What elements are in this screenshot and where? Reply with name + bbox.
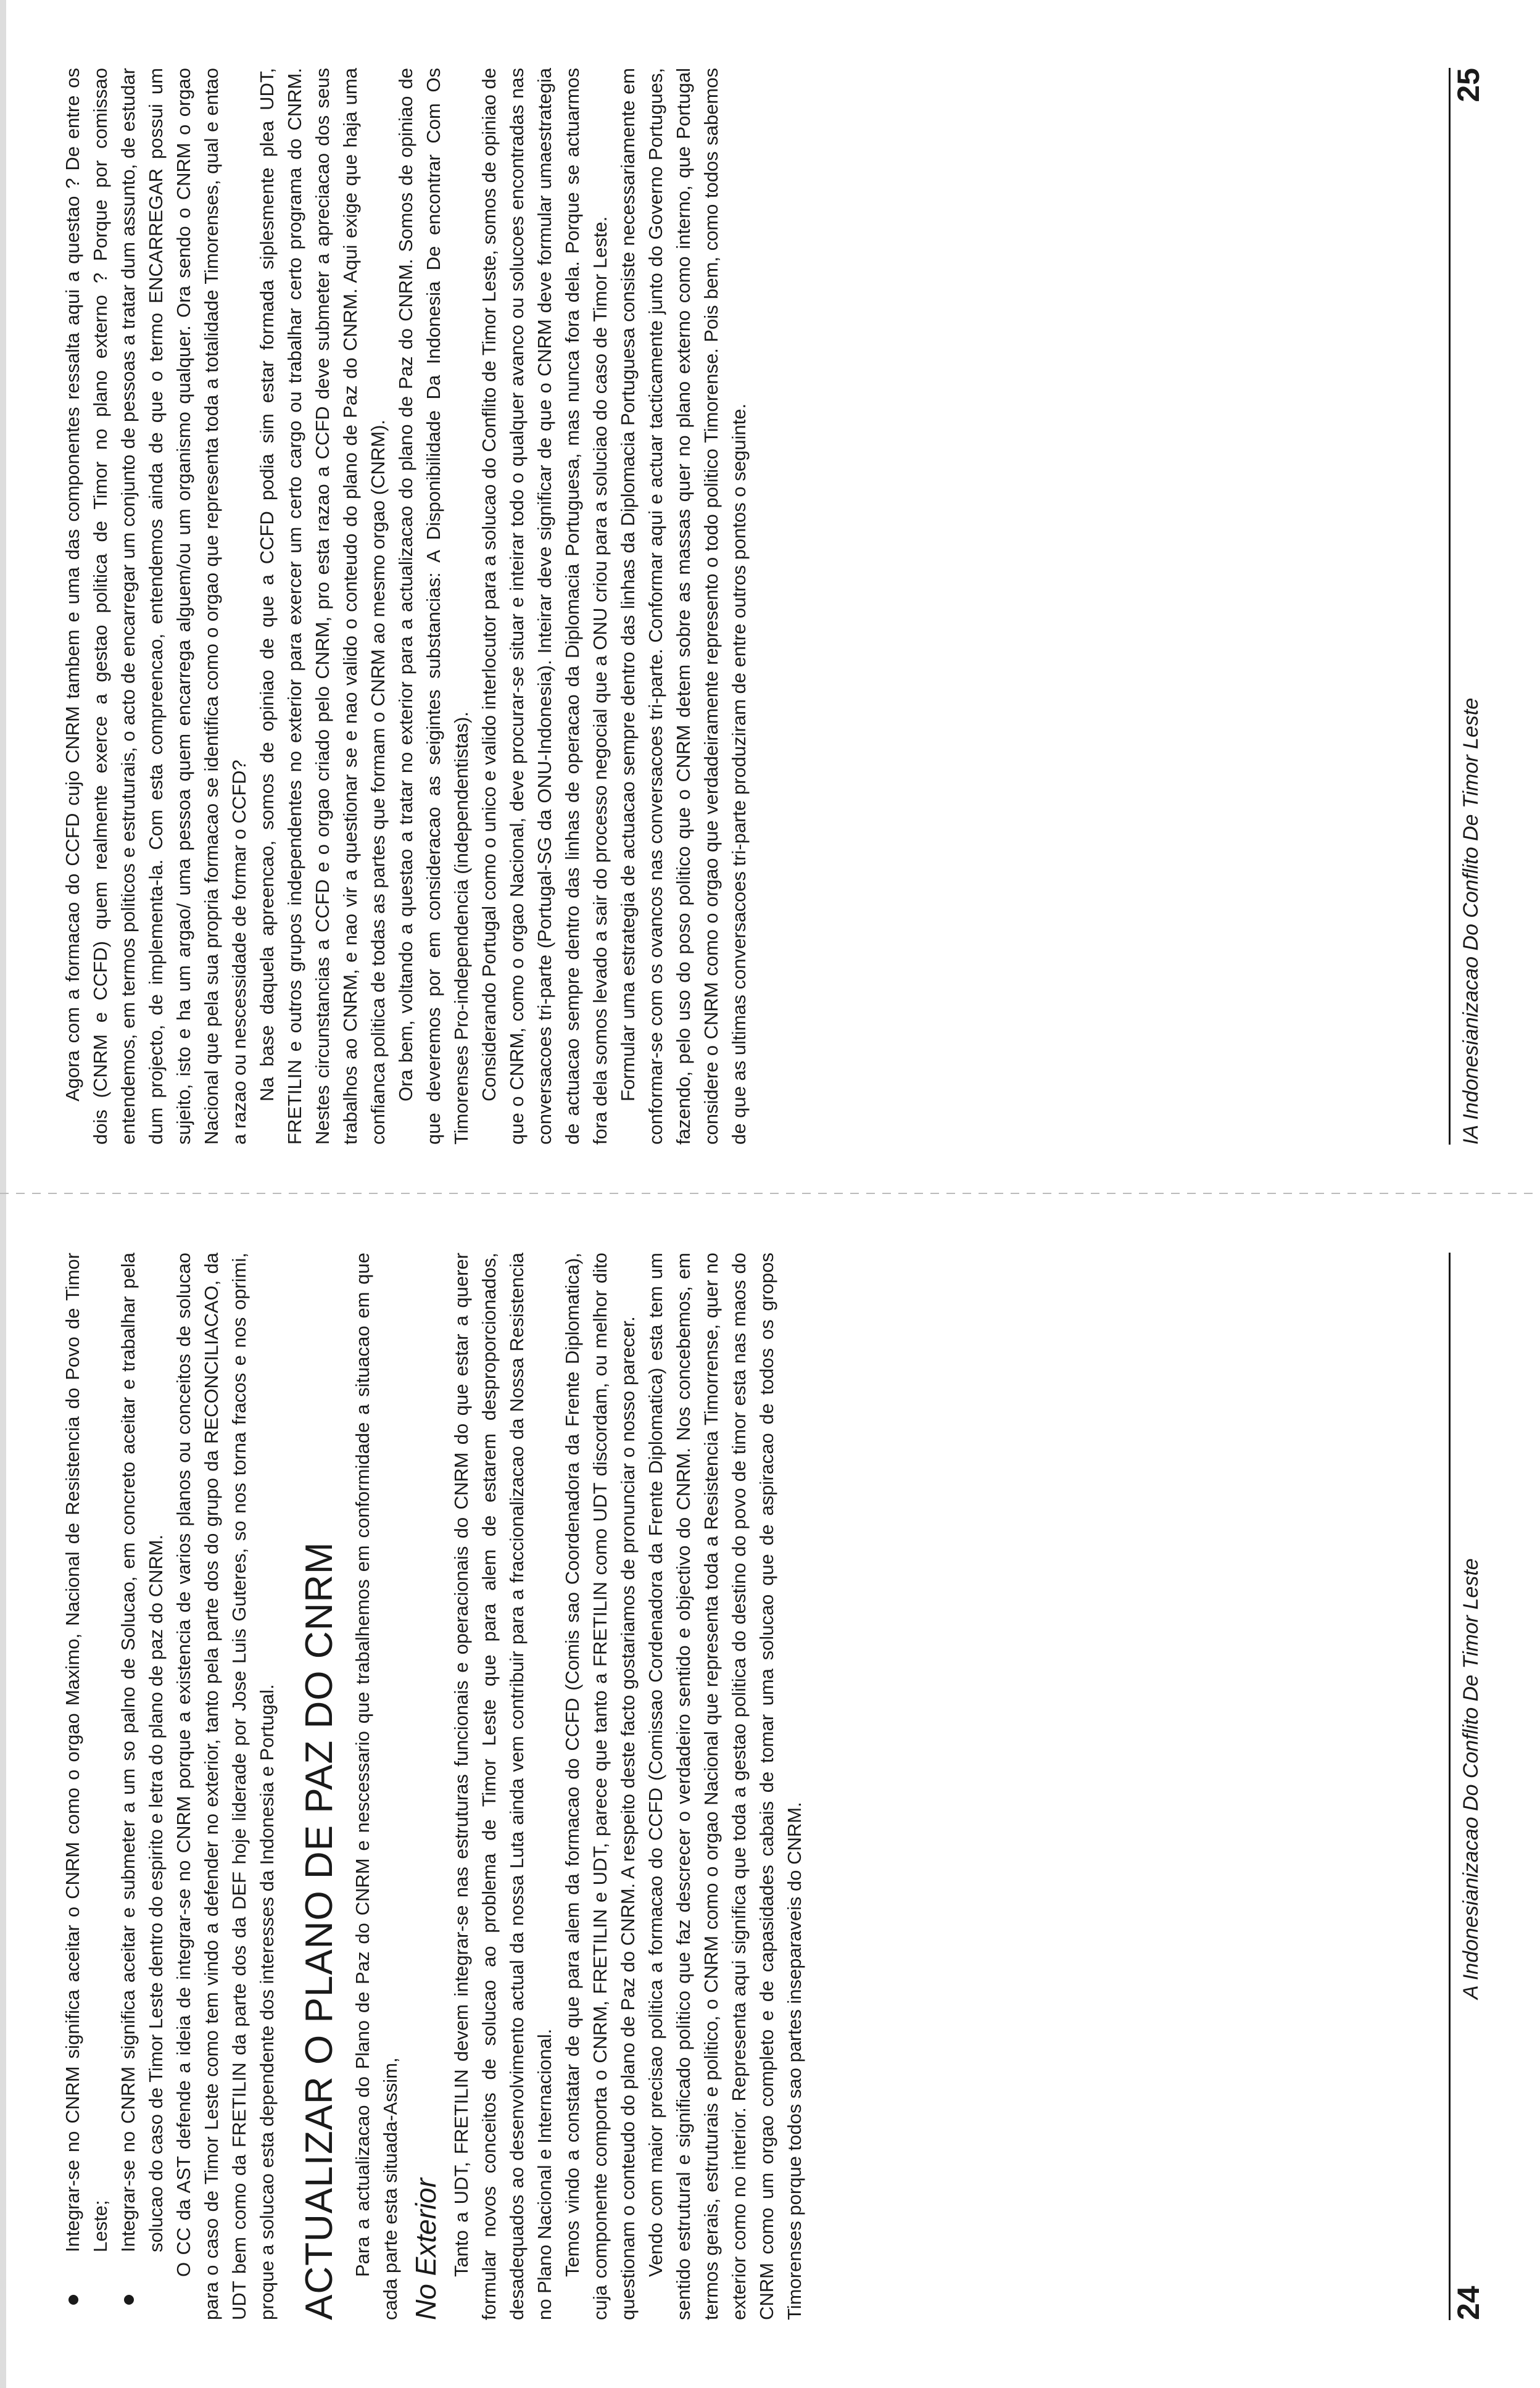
running-title: A Indonesianizacao Do Conflito De Timor Leste (1459, 1558, 1483, 1999)
bullet-list (59, 1253, 170, 2320)
paragraph-3: Ora bem, voltando a questao a tratar no exterior para a actualizacao do plano de Paz do CNRM. Somos de opiniao de que deveremos por em consideracao as seigintes substancias: A Disponibilidade Da Indonesia De encontrar Com Os Timorenses Pro-independencia (independentistas). (395, 68, 472, 1145)
bullet-icon (68, 2295, 78, 2305)
subsection-heading: No Exterior (410, 2178, 442, 2320)
bullet-item (114, 1253, 170, 2320)
bullet-text: Integrar-se no CNRM significa aceitar e submeter a um so palno de Solucao, em concreto aceitar e trabalhar pela solucao do caso de Timor Leste dentro do espirito e letra do plano de paz do CNRM. (117, 1253, 167, 2252)
section-heading: ACTUALIZAR O PLANO DE PAZ DO CNRM (298, 1541, 341, 2320)
page-25-text (59, 68, 753, 1145)
bullet-icon (124, 2295, 134, 2305)
paragraph-1: Agora com a formacao do CCFD cujo CNRM tambem e uma das componentes ressalta aqui a questao ? De entre os dois (CNRM e CCFD) quem realmente exerce a gestao politica de Timor no plano externo ? Porque por comissao entendemos, em termos politicos e estruturais, o acto de encarregar um conjunto de pessoas a tratar dum assunto, de estudar dum projecto, de implementa-la. Com esta compreencao, entendemos ainda de que o termo ENCARREGAR possui um sujeito, isto e ha um argao/ uma pessoa quem encarrega alguem/ou um organismo qualquer. Ora sendo o CNRM o orgao Nacional que pela sua propria formacao se identifica como o orgao que representa toda a totalidade Timorenses, qual e entao a razao ou nescessidade de formar o CCFD? (62, 68, 250, 1145)
paragraph-exterior-2: Temos vindo a constatar de que para alem da formacao do CCFD (Comis sao Coordenadora da Frente Diplomatica), cuja componente comporta o CNRM, FRETILIN e UDT, parece que tanto a FRETILIN como UDT discordam, ou melhor dito questionam o conteudo do plano de Paz do CNRM. A respeito deste facto gostariamos de pronunciar o nosso parecer. (561, 1253, 639, 2320)
paragraph-exterior-3: Vendo com maior precisao politica a formacao do CCFD (Comissao Cordenadora da Frente Diplomatica) esta tem um sentido estrutural e significado politico que faz descrecer o verdadeiro sentido e objectivo do CNRM. Nos concebemos, em termos gerais, estruturais e politico, o CNRM como o orgao Nacional que representa toda a Resistencia Timorrense, quer no exterior como no interior. Representa aqui significa que toda a gestao politica do destino do povo de timor esta nas maos do CNRM como um orgao completo e de capasidades cabais de tomar uma solucao que de aspiracao de todos os gropos Timorenses porque todos sao partes inseparaveis do CNRM. (645, 1253, 805, 2320)
page-footer (1449, 68, 1488, 1145)
bullet-text: Integrar-se no CNRM significa aceitar o CNRM como o orgao Maximo, Nacional de Resistencia do Povo de Timor Leste; (62, 1253, 111, 2252)
paragraph-intro: Para a actualizacao do Plano de Paz do CNRM e nescessario que trabalhemos em conformidade a situacao em que cada parte esta situada-Assim, (352, 1253, 401, 2320)
page-footer (1449, 1253, 1488, 2320)
paragraph-ast: O CC da AST defende a ideia de integrar-se no CNRM porque a existencia de varios planos ou conceitos de solucao para o caso de Timor Leste como tem vindo a defender no exterior, tanto pela parte dos do grupo da RECONCILIACAO, da UDT bem como da FRETILIN da parte dos da DEF hoje liderade por Jose Luis Guteres, so nos torna fracos e nos oprimi, proque a solucao esta dependente dos interesses da Indonesia e Portugal. (173, 1253, 278, 2320)
paragraph-2: Na base daquela apreencao, somos de opiniao de que a CCFD podia sim estar formada siplesmente plea UDT, FRETILIN e outros grupos independentes no exterior para exercer um certo cargo ou trabalhar certo programa do CNRM. Nestes circunstancias a CCFD e o orgao criado pelo CNRM, pro esta razao a CCFD deve submeter a apreciacao dos seus trabalhos ao CNRM, e nao vir a questionar se e nao valido o conteudo do plano de Paz do CNRM. Aqui exige que haja uma confianca politica de todas as partes que formam o CNRM ao mesmo orgao (CNRM). (256, 68, 389, 1145)
page-number: 24 (1451, 2286, 1486, 2320)
paragraph-exterior-1: Tanto a UDT, FRETILIN devem integrar-se nas estruturas funcionais e operacionais do CNRM do que estar a querer formular novos conceitos de solucao ao problema de Timor Leste que para alem de estarem desproporcionados, desadequados ao desenvolvimento actual da nossa Luta ainda vem contribuir para a fraccionalizacao da Nossa Resistencia no Plano Nacional e Internacional. (450, 1253, 555, 2320)
running-title: IA Indonesianizacao Do Conflito De Timor Leste (1459, 697, 1483, 1145)
page-24-text (59, 1253, 808, 2320)
page-24 (0, 1194, 1540, 2388)
paragraph-4: Considerando Portugal como o unico e valido interlocutor para a solucao do Conflito de Timor Leste, somos de opiniao de que o CNRM, como o orgao Nacional, deve procurar-se situar e inteirar todo o qualquer avanco ou solucoes encontradas nas conversacoes tri-parte (Portugal-SG da ONU-Indonesia). Inteirar deve significar de que o CNRM deve formular umaestrategia de actuacao sempre dentro das linhas de operacao da Diplomacia Portuguesa, mas nunca fora dela. Porque se actuarmos fora dela somos levado a sair do processo negocial que a ONU criou para a soluciao do caso de Timor Leste. (478, 68, 611, 1145)
bullet-item (59, 1253, 114, 2320)
page-number: 25 (1451, 68, 1486, 102)
paragraph-5: Formular uma estrategia de actuacao sempre dentro das linhas da Diplomacia Portuguesa consiste necessariamente em conformar-se com os ovancos nas conversacoes tri-parte. Conformar aqui e actuar tacticamente junto do Governo Portugues, fazendo, pelo uso do poso politico que o CNRM detem sobre as massas quer no plano externo como interno, que Portugal considere o CNRM como o orgao que verdadeiramente represento o todo politico Timorense. Pois bem, como todos sabemos de que as ultimas conversacoes tri-parte produziram de entre outros pontos o seguinte. (617, 68, 750, 1145)
